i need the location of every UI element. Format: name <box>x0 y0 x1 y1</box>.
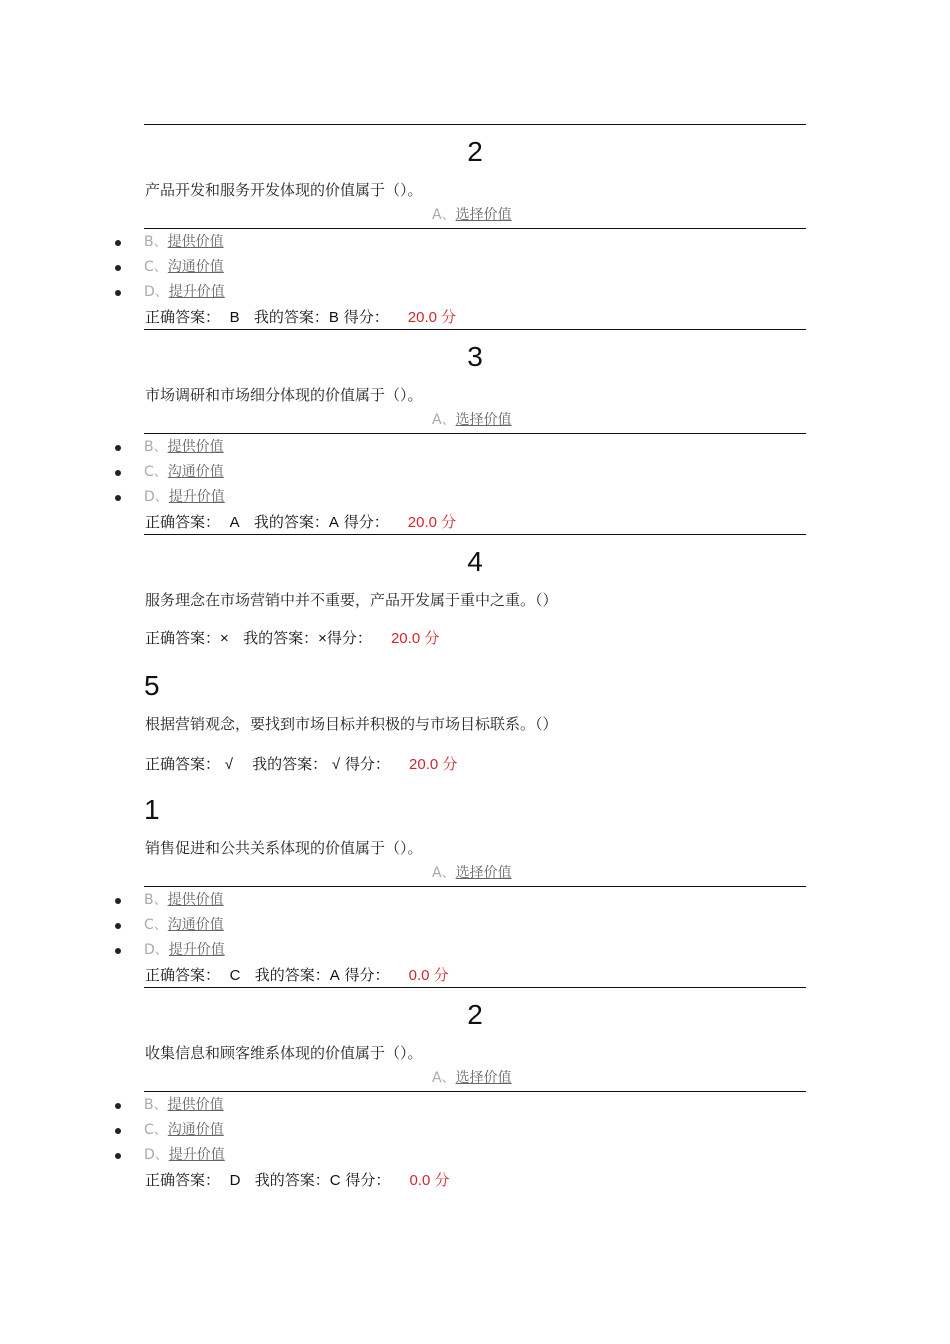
score-label: 得分： <box>343 513 389 531</box>
my-answer-label: 我的答案： <box>253 513 329 531</box>
bullet-icon <box>115 290 121 296</box>
correct-answer-label: 正确答案： <box>145 966 221 984</box>
option-b[interactable] <box>144 438 224 456</box>
option-label[interactable]: 提供价值 <box>167 439 224 455</box>
option-d[interactable] <box>144 488 225 506</box>
option-d[interactable] <box>144 283 225 301</box>
divider <box>144 228 806 229</box>
answer-row <box>145 754 457 775</box>
option-letter: A、 <box>432 865 456 881</box>
score-value: 20.0 分 <box>390 630 440 647</box>
divider <box>144 886 806 887</box>
my-answer-value: A <box>329 967 340 984</box>
option-c[interactable] <box>144 258 224 276</box>
option-a[interactable] <box>432 864 512 882</box>
correct-answer-value: √ <box>224 756 234 773</box>
my-answer-value: × <box>318 630 327 647</box>
score-value: 20.0 分 <box>409 756 458 773</box>
question-number: 2 <box>467 999 483 1030</box>
divider <box>144 124 806 125</box>
my-answer-label: 我的答案： <box>254 1171 330 1189</box>
option-c[interactable] <box>144 916 224 934</box>
option-b[interactable] <box>144 233 224 251</box>
divider <box>144 1091 806 1092</box>
question-text: 产品开发和服务开发体现的价值属于（）。 <box>145 181 423 199</box>
question-number: 5 <box>144 670 160 701</box>
bullet-icon <box>115 240 121 246</box>
option-letter: B、 <box>144 1097 168 1113</box>
option-letter: A、 <box>432 412 456 428</box>
question-number: 1 <box>144 794 160 825</box>
question-number: 3 <box>467 341 483 372</box>
option-label[interactable]: 提供价值 <box>167 234 224 250</box>
option-letter: B、 <box>144 892 168 908</box>
my-answer-value: C <box>329 1172 341 1189</box>
score-value: 0.0 分 <box>408 967 449 984</box>
option-label[interactable]: 沟通价值 <box>167 1122 224 1138</box>
correct-answer-value: C <box>229 967 241 984</box>
option-letter: D、 <box>144 489 169 505</box>
bullet-icon <box>115 265 121 271</box>
option-d[interactable] <box>144 1146 225 1164</box>
my-answer-value: √ <box>331 756 341 773</box>
correct-answer-label: 正确答案： <box>145 1171 221 1189</box>
correct-answer-value: D <box>229 1172 241 1189</box>
option-a[interactable] <box>432 411 512 429</box>
correct-answer-label: 正确答案： <box>145 629 221 647</box>
question-text: 根据营销观念，要找到市场目标并积极的与市场目标联系。（） <box>145 715 558 733</box>
option-label[interactable]: 沟通价值 <box>167 917 224 933</box>
option-letter: C、 <box>144 1122 168 1138</box>
correct-answer-value: A <box>229 514 240 531</box>
score-label: 得分： <box>326 629 372 647</box>
option-label[interactable]: 沟通价值 <box>167 259 224 275</box>
option-b[interactable] <box>144 891 224 909</box>
option-label[interactable]: 选择价值 <box>455 207 512 223</box>
correct-answer-label: 正确答案： <box>145 308 221 326</box>
question-number: 2 <box>467 136 483 167</box>
option-letter: A、 <box>432 1070 456 1086</box>
my-answer-label: 我的答案： <box>253 308 329 326</box>
divider <box>144 987 806 988</box>
option-label[interactable]: 提升价值 <box>168 489 225 505</box>
bullet-icon <box>115 470 121 476</box>
bullet-icon <box>115 495 121 501</box>
option-letter: B、 <box>144 234 168 250</box>
question-number: 4 <box>467 546 483 577</box>
my-answer-label: 我的答案： <box>252 755 328 773</box>
answer-row <box>145 965 449 986</box>
option-label[interactable]: 沟通价值 <box>167 464 224 480</box>
bullet-icon <box>115 1103 121 1109</box>
score-label: 得分： <box>344 755 390 773</box>
my-answer-label: 我的答案： <box>254 966 330 984</box>
option-letter: C、 <box>144 917 168 933</box>
answer-row <box>145 1170 449 1191</box>
option-label[interactable]: 提升价值 <box>168 284 225 300</box>
score-value: 0.0 分 <box>409 1172 450 1189</box>
option-letter: A、 <box>432 207 456 223</box>
correct-answer-value: × <box>220 630 229 647</box>
bullet-icon <box>115 445 121 451</box>
answer-row <box>145 307 456 328</box>
my-answer-value: B <box>328 309 339 326</box>
my-answer-value: A <box>328 514 339 531</box>
question-text: 市场调研和市场细分体现的价值属于（）。 <box>145 386 423 404</box>
answer-row <box>145 628 439 649</box>
score-label: 得分： <box>344 966 390 984</box>
correct-answer-label: 正确答案： <box>145 513 221 531</box>
option-letter: D、 <box>144 284 169 300</box>
bullet-icon <box>115 898 121 904</box>
score-label: 得分： <box>343 308 389 326</box>
option-label[interactable]: 提供价值 <box>167 1097 224 1113</box>
option-letter: C、 <box>144 259 168 275</box>
question-text: 服务理念在市场营销中并不重要，产品开发属于重中之重。（） <box>145 591 558 609</box>
bullet-icon <box>115 923 121 929</box>
correct-answer-value: B <box>229 309 240 326</box>
option-c[interactable] <box>144 463 224 481</box>
option-letter: C、 <box>144 464 168 480</box>
divider <box>144 433 806 434</box>
correct-answer-label: 正确答案： <box>145 755 221 773</box>
option-letter: B、 <box>144 439 168 455</box>
option-letter: D、 <box>144 1147 169 1163</box>
score-value: 20.0 分 <box>407 309 457 326</box>
option-label[interactable]: 选择价值 <box>455 1070 512 1086</box>
option-label[interactable]: 选择价值 <box>455 865 512 881</box>
option-a[interactable] <box>432 206 512 224</box>
option-a[interactable] <box>432 1069 512 1087</box>
option-d[interactable] <box>144 941 225 959</box>
option-label[interactable]: 提升价值 <box>168 942 225 958</box>
bullet-icon <box>115 948 121 954</box>
bullet-icon <box>115 1128 121 1134</box>
answer-row <box>145 512 456 533</box>
bullet-icon <box>115 1153 121 1159</box>
score-label: 得分： <box>345 1171 391 1189</box>
option-letter: D、 <box>144 942 169 958</box>
divider <box>144 329 806 330</box>
question-text: 销售促进和公共关系体现的价值属于（）。 <box>145 839 423 857</box>
option-label[interactable]: 提升价值 <box>168 1147 225 1163</box>
my-answer-label: 我的答案： <box>243 629 319 647</box>
option-b[interactable] <box>144 1096 224 1114</box>
option-label[interactable]: 选择价值 <box>455 412 512 428</box>
option-label[interactable]: 提供价值 <box>167 892 224 908</box>
question-text: 收集信息和顾客维系体现的价值属于（）。 <box>145 1044 423 1062</box>
option-c[interactable] <box>144 1121 224 1139</box>
divider <box>144 534 806 535</box>
score-value: 20.0 分 <box>407 514 457 531</box>
